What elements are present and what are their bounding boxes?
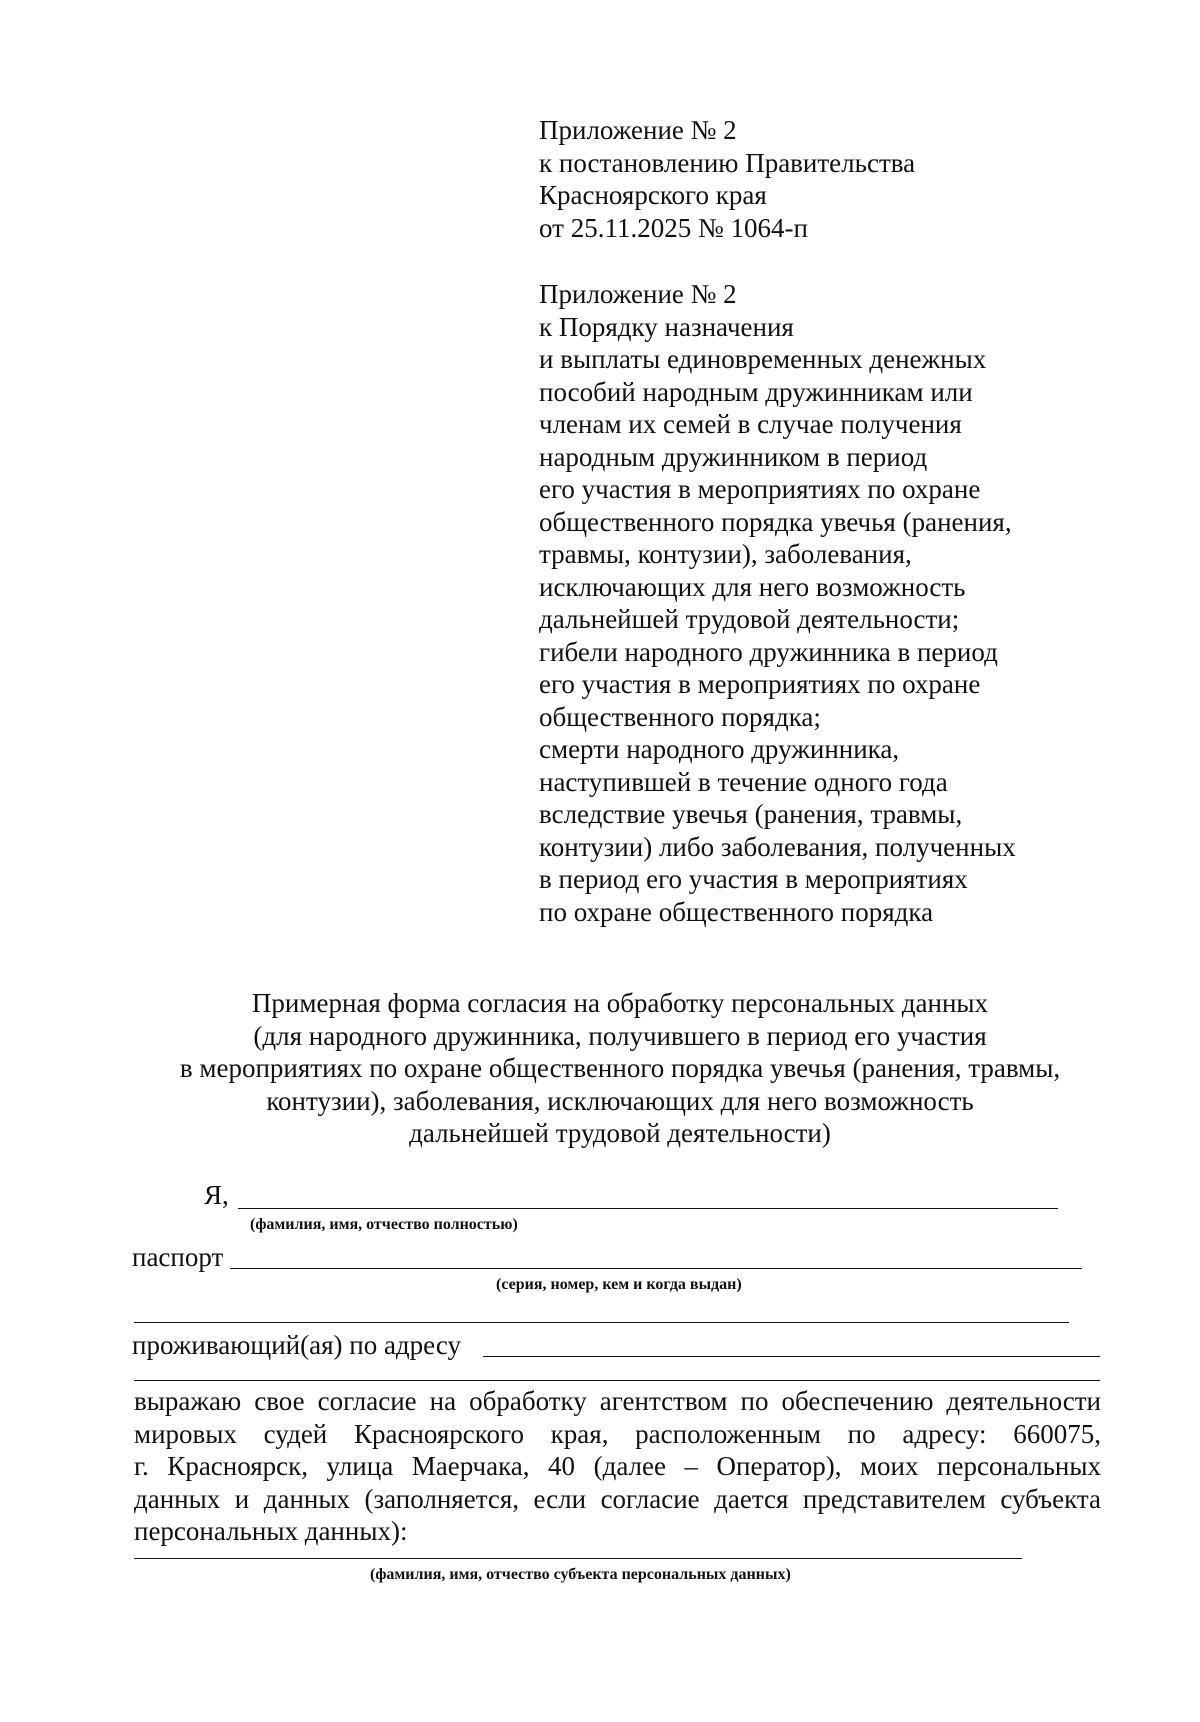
subject-field-line[interactable] (134, 1558, 1022, 1559)
form-title-line: (для народного дружинника, получившего в период его участия (253, 1020, 987, 1051)
appendix-line: Приложение № 2 (539, 279, 737, 309)
consent-line: г. Красноярск, улица Маерчака, 40 (далее – Оператор), моих персональных (134, 1451, 1101, 1481)
address-field-line-2[interactable] (134, 1380, 1100, 1381)
form-title-line: контузии), заболевания, исключающих для него возможность (266, 1085, 974, 1116)
appendix-line: от 25.11.2025 № 1064-п (539, 212, 808, 243)
form-title-line: в мероприятиях по охране общественного порядка увечья (ранения, травмы, (179, 1053, 1061, 1083)
subject-caption: (фамилия, имя, отчество субъекта персональных данных) (370, 1566, 791, 1583)
appendix-line: наступившей в течение одного года (539, 766, 948, 797)
name-field-line[interactable] (238, 1208, 1058, 1209)
passport-field-line-2[interactable] (134, 1322, 1069, 1323)
passport-field-line[interactable] (230, 1268, 1082, 1269)
passport-label: паспорт (132, 1242, 224, 1272)
appendix-line: членам их семей в случае получения (539, 409, 962, 439)
appendix-line: пособий народным дружинникам или (539, 376, 973, 407)
appendix-line: исключающих для него возможность (539, 571, 966, 602)
appendix-line: дальнейшей трудовой деятельности; (539, 604, 960, 634)
name-label: Я, (204, 1180, 229, 1210)
appendix-line: к постановлению Правительства (539, 147, 916, 178)
appendix-line: по охране общественного порядка (539, 896, 934, 927)
appendix-line: Красноярского края (539, 180, 767, 210)
appendix-line: общественного порядка; (539, 701, 821, 732)
appendix-line: народным дружинником в период (539, 441, 928, 472)
appendix-line: вследствие увечья (ранения, травмы, (539, 799, 963, 829)
appendix-line: гибели народного дружинника в период (539, 636, 998, 667)
appendix-procedure (539, 278, 1139, 928)
appendix-line: его участия в мероприятиях по охране (539, 669, 981, 699)
form-title (120, 987, 1120, 1150)
form-title-line: дальнейшей трудовой деятельности) (409, 1118, 831, 1148)
consent-line: мировых судей Красноярского края, расположенным по адресу: 660075, (134, 1418, 1101, 1449)
consent-line: данных и данных (заполняется, если согласие дается представителем субъекта (134, 1483, 1101, 1514)
consent-line: персональных данных): (134, 1516, 408, 1546)
consent-text (134, 1385, 1101, 1548)
consent-line: выражаю свое согласие на обработку агентством по обеспечению деятельности (134, 1386, 1101, 1416)
appendix-line: в период его участия в мероприятиях (539, 864, 968, 894)
appendix-line: и выплаты единовременных денежных (539, 344, 987, 374)
appendix-line: Приложение № 2 (539, 115, 737, 145)
passport-caption: (серия, номер, кем и когда выдан) (496, 1276, 742, 1293)
appendix-line: контузии) либо заболевания, полученных (539, 831, 1016, 862)
address-label: проживающий(ая) по адресу (132, 1330, 461, 1360)
appendix-line: травмы, контузии), заболевания, (539, 539, 912, 569)
appendix-line: его участия в мероприятиях по охране (539, 474, 981, 504)
address-field-line[interactable] (483, 1356, 1100, 1357)
appendix-line: смерти народного дружинника, (539, 734, 900, 764)
name-caption: (фамилия, имя, отчество полностью) (250, 1216, 518, 1233)
form-title-line: Примерная форма согласия на обработку персональных данных (251, 988, 989, 1018)
appendix-government-resolution (539, 114, 1139, 244)
appendix-line: к Порядку назначения (539, 311, 794, 342)
appendix-line: общественного порядка увечья (ранения, (539, 506, 1012, 537)
